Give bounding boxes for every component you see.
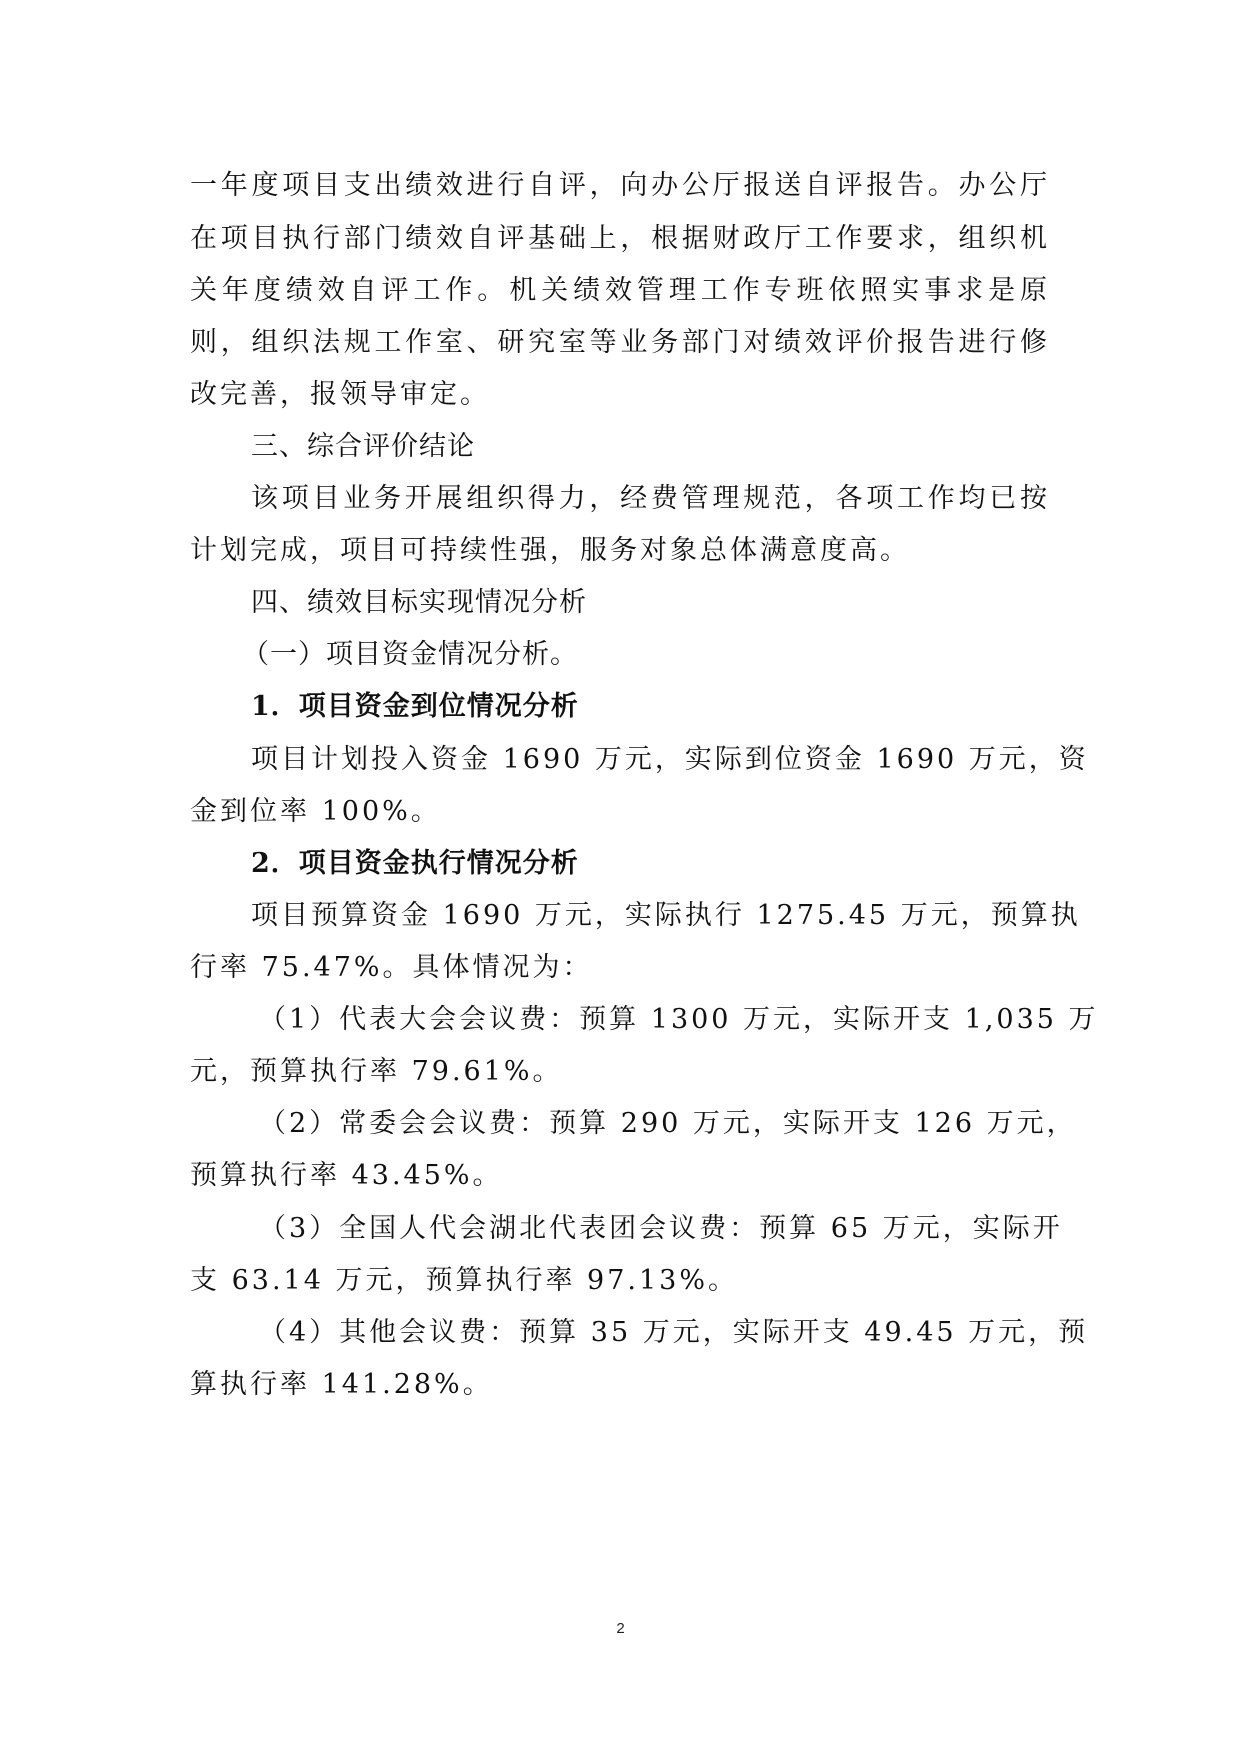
section-3-line-2: 计划完成，项目可持续性强，服务对象总体满意度高。: [190, 535, 910, 566]
section-4-subheading: （一）项目资金情况分析。: [242, 639, 578, 670]
section-4-heading: 四、绩效目标实现情况分析: [251, 587, 587, 618]
intro-line-4: 则，组织法规工作室、研究室等业务部门对绩效评价报告进行修: [190, 327, 1050, 358]
item-3-line-1: （3）全国人代会湖北代表团会议费：预算 65 万元，实际开: [259, 1213, 1063, 1244]
item-2-line-1: （2）常委会会议费：预算 290 万元，实际开支 126 万元，: [259, 1108, 1077, 1139]
item-1-line-2: 元，预算执行率 79.61%。: [190, 1056, 563, 1087]
subsection-1-line-1: 项目计划投入资金 1690 万元，实际到位资金 1690 万元，资: [251, 744, 1089, 775]
item-3-line-2: 支 63.14 万元，预算执行率 97.13%。: [190, 1265, 738, 1296]
intro-line-5: 改完善，报领导审定。: [190, 379, 490, 410]
subsection-2-line-1: 项目预算资金 1690 万元，实际执行 1275.45 万元，预算执: [251, 900, 1081, 931]
item-1-line-1: （1）代表大会会议费：预算 1300 万元，实际开支 1,035 万: [259, 1004, 1099, 1035]
section-3-line-1: 该项目业务开展组织得力，经费管理规范，各项工作均已按: [251, 483, 1050, 514]
subsection-1-heading: 1．项目资金到位情况分析: [251, 691, 579, 722]
subsection-2-heading: 2．项目资金执行情况分析: [251, 848, 579, 879]
intro-line-2: 在项目执行部门绩效自评基础上，根据财政厅工作要求，组织机: [190, 223, 1050, 254]
item-4-line-2: 算执行率 141.28%。: [190, 1369, 493, 1400]
item-4-line-1: （4）其他会议费：预算 35 万元，实际开支 49.45 万元，预: [259, 1317, 1089, 1348]
intro-line-1: 一年度项目支出绩效进行自评，向办公厅报送自评报告。办公厅: [190, 170, 1050, 201]
item-2-line-2: 预算执行率 43.45%。: [190, 1160, 503, 1191]
subsection-2-line-2: 行率 75.47%。具体情况为：: [190, 952, 593, 983]
intro-line-3: 关年度绩效自评工作。机关绩效管理工作专班依照实事求是原: [190, 275, 1050, 306]
section-3-heading: 三、综合评价结论: [251, 431, 475, 462]
page-number: 2: [616, 1620, 625, 1637]
subsection-1-line-2: 金到位率 100%。: [190, 796, 441, 827]
